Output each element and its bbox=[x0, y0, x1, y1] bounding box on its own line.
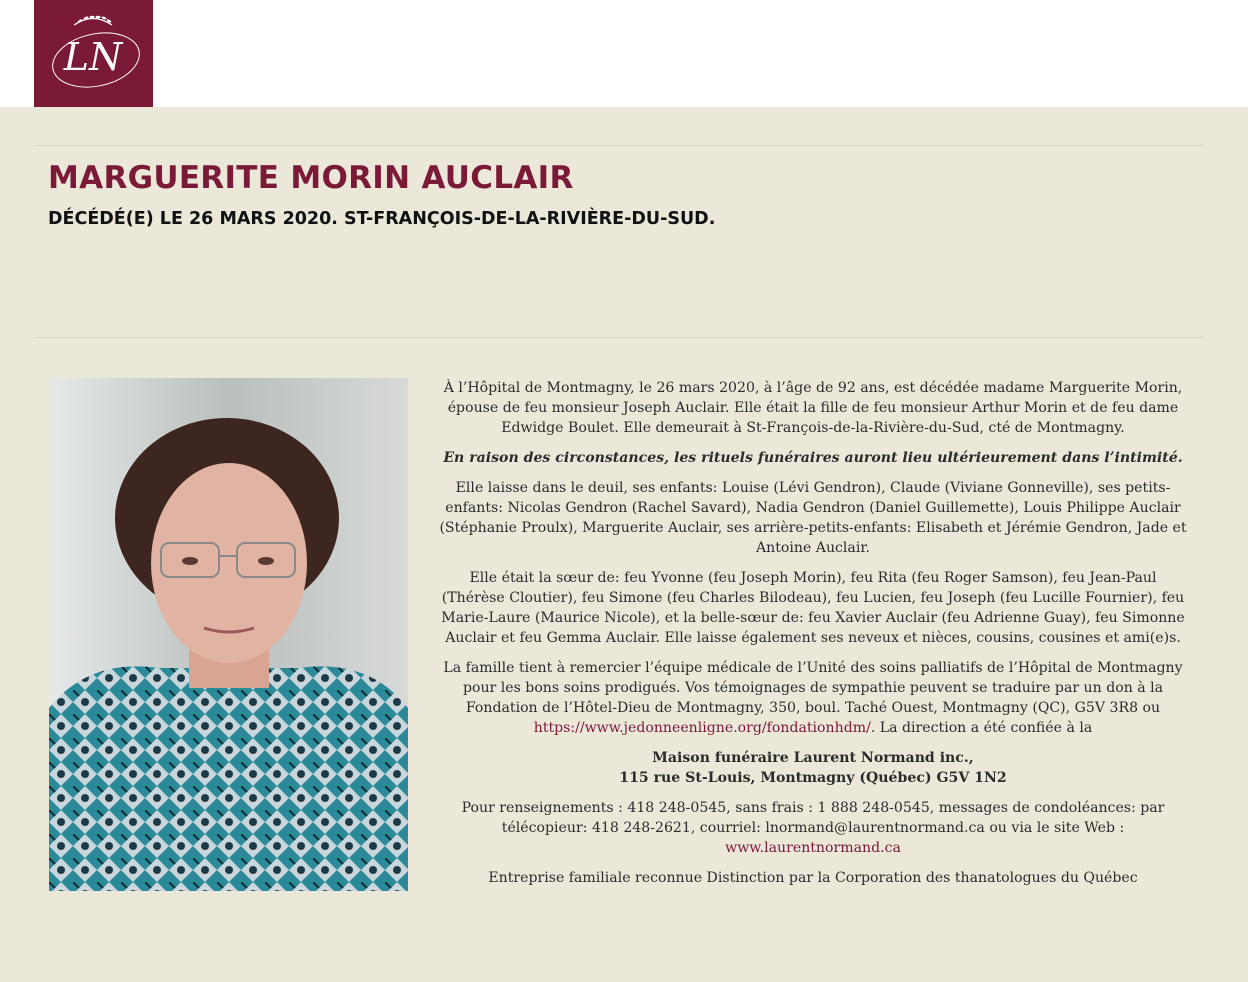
donation-link[interactable]: https://www.jedonneenligne.org/fondationhdm/ bbox=[533, 720, 871, 736]
funeral-notice: En raison des circonstances, les rituels funéraires auront lieu ultérieurement dans l’intimité. bbox=[443, 450, 1183, 466]
logo-monogram: LN bbox=[63, 35, 123, 79]
site-logo[interactable] bbox=[34, 0, 153, 107]
funeral-home-address: 115 rue St-Louis, Montmagny (Québec) G5V 1N2 bbox=[619, 770, 1007, 786]
obituary-paragraph-family: Elle laisse dans le deuil, ses enfants: Louise (Lévi Gendron), Claude (Viviane Gonneville), ses petits-enfants: Nicolas Gendron (Rachel Savard), Nadia Gendron (Daniel Guillemette), Louis Philippe Auclair (Stéphanie Proulx), Marguerite Auclair, ses arrière-petits-enfants: Elisabeth et Jérémie Gendron, Jade et Antoine Auclair. bbox=[439, 480, 1187, 556]
funeral-home-name: Maison funéraire Laurent Normand inc., bbox=[652, 750, 974, 766]
contact-info bbox=[438, 798, 1188, 858]
website-link[interactable]: www.laurentnormand.ca bbox=[725, 840, 901, 856]
thanks-text: La famille tient à remercier l’équipe médicale de l’Unité des soins palliatifs de l’Hôpital de Montmagny pour les bons soins prodigués. Vos témoignages de sympathie peuvent se traduire par un don à la Fondation de l’Hôtel-Dieu de Montmagny, 350, boul. Taché Ouest, Montmagny (QC), G5V 3R8 ou bbox=[443, 660, 1183, 716]
company-distinction: Entreprise familiale reconnue Distinction par la Corporation des thanatologues du Québec bbox=[488, 870, 1138, 886]
funeral-home-block bbox=[438, 748, 1188, 788]
portrait-photo bbox=[49, 378, 408, 891]
obituary-paragraph-intro: À l’Hôpital de Montmagny, le 26 mars 2020, à l’âge de 92 ans, est décédée madame Marguerite Morin, épouse de feu monsieur Joseph Auclair. Elle était la fille de feu monsieur Arthur Morin et de feu dame Edwidge Boulet. Elle demeurait à St-François-de-la-Rivière-du-Sud, cté de Montmagny. bbox=[443, 380, 1183, 436]
portrait-icon bbox=[49, 378, 408, 891]
obituary-text bbox=[438, 378, 1188, 898]
obituary-paragraph-siblings: Elle était la sœur de: feu Yvonne (feu Joseph Morin), feu Rita (feu Roger Samson), feu Jean-Paul (Thérèse Cloutier), feu Simone (feu Charles Bilodeau), feu Lucien, feu Joseph (feu Lucille Fournier), feu Marie-Laure (Maurice Nicole), et la belle-sœur de: feu Xavier Auclair (feu Adrienne Guay), feu Simonne Auclair et feu Gemma Auclair. Elle laisse également ses neveux et nièces, cousins, cousines et ami(e)s. bbox=[441, 570, 1185, 646]
site-header bbox=[0, 0, 1248, 107]
logo-emblem-icon bbox=[34, 0, 153, 107]
thanks-text-end: . La direction a été confiée à la bbox=[870, 720, 1093, 736]
death-date-location: DÉCÉDÉ(E) LE 26 MARS 2020. ST-FRANÇOIS-DE-LA-RIVIÈRE-DU-SUD. bbox=[48, 209, 716, 229]
divider-top bbox=[34, 145, 1204, 146]
obituary-paragraph-thanks bbox=[438, 658, 1188, 738]
divider-bottom bbox=[34, 337, 1204, 338]
contact-text: Pour renseignements : 418 248-0545, sans frais : 1 888 248-0545, messages de condoléances: par télécopieur: 418 248-2621, courriel: lnormand@laurentnormand.ca ou via le site Web : bbox=[461, 800, 1165, 836]
deceased-name: MARGUERITE MORIN AUCLAIR bbox=[48, 160, 574, 196]
